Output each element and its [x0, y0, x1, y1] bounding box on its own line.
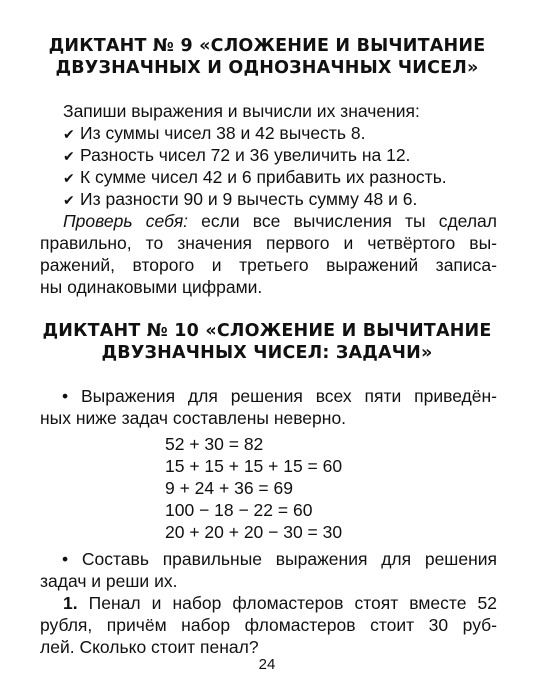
- verify-text: если все вычисления ты сделал: [188, 211, 497, 231]
- problem-line: рубля, причём набор фломастеров стоит 30 руб-: [40, 615, 497, 635]
- expression: 100 − 18 − 22 = 60: [165, 500, 313, 520]
- expression: 15 + 15 + 15 + 15 = 60: [165, 456, 343, 476]
- problem-number: 1.: [63, 593, 78, 613]
- check-mark-icon: ✔: [63, 127, 75, 143]
- task-line: задач и реши их.: [40, 571, 178, 591]
- verify-line: ны одинаковыми цифрами.: [40, 277, 263, 297]
- expression: 52 + 30 = 82: [165, 434, 264, 454]
- check-mark-icon: ✔: [63, 171, 75, 187]
- expression: 20 + 20 + 20 − 30 = 30: [165, 522, 343, 542]
- dictation-9-title-line-2: ДВУЗНАЧНЫХ И ОДНОЗНАЧНЫХ ЧИСЕЛ»: [55, 58, 479, 78]
- dictation-9-instruction: Запиши выражения и вычисли их значения:: [63, 101, 420, 121]
- expression: 9 + 24 + 36 = 69: [165, 478, 293, 498]
- dictation-9-title-line-1: ДИКТАНТ № 9 «СЛОЖЕНИЕ И ВЫЧИТАНИЕ: [48, 36, 486, 56]
- list-item: [63, 166, 447, 190]
- dictation-10-intro-line: ных ниже задач составлены неверно.: [40, 408, 347, 428]
- dictation-10-intro-line: • Выражения для решения всех пяти приведён-: [62, 386, 497, 406]
- list-item-text: Из суммы чисел 38 и 42 вычесть 8.: [80, 123, 366, 143]
- dictation-10-title-line-1: ДИКТАНТ № 10 «СЛОЖЕНИЕ И ВЫЧИТАНИЕ: [42, 321, 492, 341]
- list-item-text: Из разности 90 и 9 вычесть сумму 48 и 6.: [80, 189, 418, 209]
- task-line: • Составь правильные выражения для решения: [62, 549, 497, 569]
- verify-line: ражений, второго и третьего выражений записа-: [40, 255, 497, 275]
- list-item: [63, 122, 366, 146]
- verify-line: правильно, то значения первого и четвёртого вы-: [40, 233, 497, 253]
- list-item-text: Разность чисел 72 и 36 увеличить на 12.: [80, 145, 411, 165]
- verify-label: Проверь себя:: [63, 211, 189, 231]
- check-mark-icon: ✔: [63, 193, 75, 209]
- list-item: [63, 144, 410, 168]
- problem-line: [63, 592, 497, 614]
- list-item: [63, 188, 417, 212]
- problem-text: Пенал и набор фломастеров стоят вместе 52: [77, 593, 497, 613]
- check-mark-icon: ✔: [63, 149, 75, 165]
- dictation-10-title-line-2: ДВУЗНАЧНЫХ ЧИСЕЛ: ЗАДАЧИ»: [101, 343, 433, 363]
- problem-line: лей. Сколько стоит пенал?: [40, 637, 259, 657]
- page-number: 24: [258, 656, 276, 673]
- verify-line: [63, 210, 497, 232]
- list-item-text: К сумме чисел 42 и 6 прибавить их разность.: [80, 167, 447, 187]
